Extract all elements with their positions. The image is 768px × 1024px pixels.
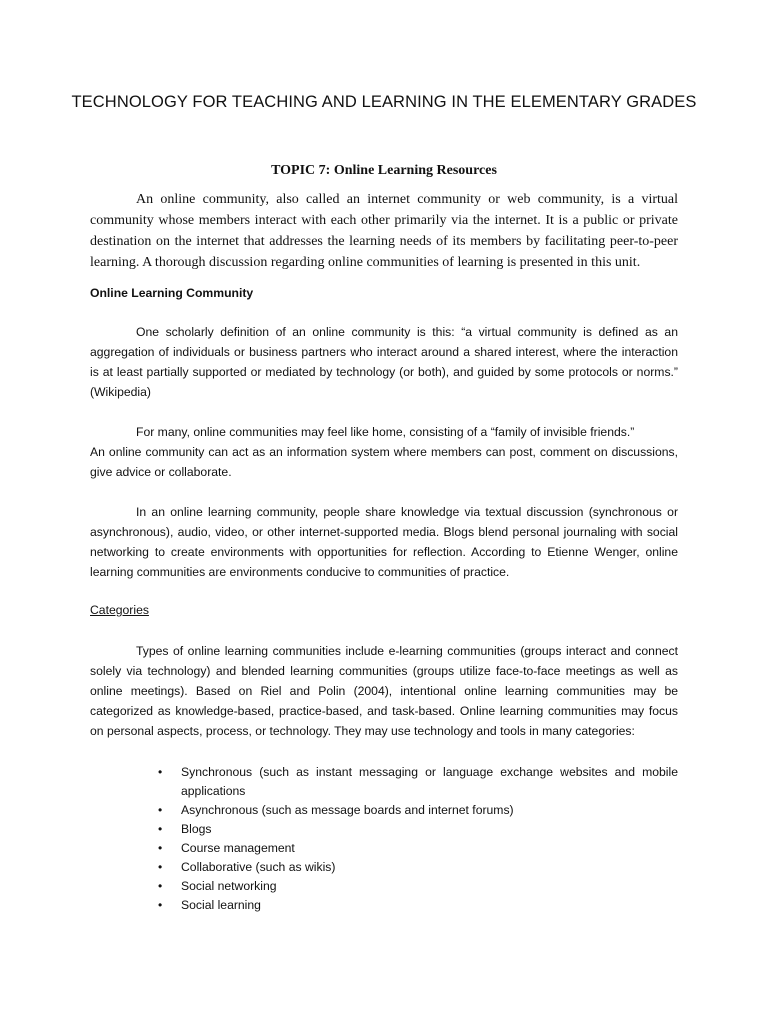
bullet-icon: •	[158, 860, 163, 874]
list-item-text: Collaborative (such as wikis)	[181, 860, 336, 874]
list-item	[155, 763, 678, 801]
list-item	[155, 801, 678, 820]
list-item	[155, 820, 678, 839]
home-paragraph-first-line: For many, online communities may feel like home, consisting of a “family of invisible friends.”	[136, 425, 635, 439]
list-item	[155, 877, 678, 896]
definition-paragraph: One scholarly definition of an online community is this: “a virtual community is defined as an aggregation of individuals or business partners who interact around a shared interest, where the interaction is at least partially supported or mediated by technology (or both), and guided by some protocols or norms.” (Wikipedia)	[90, 325, 678, 399]
list-item-text: Synchronous (such as instant messaging or language exchange websites and mobile applications	[181, 765, 678, 798]
intro-paragraph: An online community, also called an internet community or web community, is a virtual community whose members interact with each other primarily via the internet. It is a public or private destination on the internet that addresses the learning needs of its members by facilitating peer-to-peer learning. A thorough discussion regarding online communities of learning is presented in this unit.	[90, 192, 678, 270]
list-item-text: Course management	[181, 841, 295, 855]
list-item-text: Asynchronous (such as message boards and internet forums)	[181, 803, 514, 817]
home-paragraph	[90, 422, 678, 482]
categories-paragraph: Types of online learning communities include e-learning communities (groups interact and connect solely via technology) and blended learning communities (groups utilize face-to-face meetings as well as online meetings). Based on Riel and Polin (2004), intentional online learning communities may be categorized as knowledge-based, practice-based, and task-based. Online learning communities may focus on personal aspects, process, or technology. They may use technology and tools in many categories:	[90, 644, 678, 738]
topic-heading: TOPIC 7: Online Learning Resources	[271, 163, 497, 178]
home-paragraph-rest: An online community can act as an information system where members can post, comment on discussions, give advice or collaborate.	[90, 445, 678, 479]
list-item	[155, 839, 678, 858]
category-list	[155, 763, 678, 915]
bullet-icon: •	[158, 765, 163, 779]
bullet-icon: •	[158, 822, 163, 836]
list-item-text: Social learning	[181, 898, 261, 912]
list-item	[155, 858, 678, 877]
bullet-icon: •	[158, 898, 163, 912]
document-title: TECHNOLOGY FOR TEACHING AND LEARNING IN THE ELEMENTARY GRADES	[71, 93, 697, 111]
bullet-icon: •	[158, 879, 163, 893]
learning-community-paragraph: In an online learning community, people share knowledge via textual discussion (synchronous or asynchronous), audio, video, or other internet-supported media. Blogs blend personal journaling with social networking to create environments with opportunities for reflection. According to Etienne Wenger, online learning communities are environments conducive to communities of practice.	[90, 505, 678, 579]
section-heading-categories: Categories	[90, 603, 149, 617]
bullet-icon: •	[158, 841, 163, 855]
list-item-text: Blogs	[181, 822, 212, 836]
bullet-icon: •	[158, 803, 163, 817]
list-item	[155, 896, 678, 915]
list-item-text: Social networking	[181, 879, 277, 893]
section-heading-online-learning-community: Online Learning Community	[90, 286, 254, 300]
